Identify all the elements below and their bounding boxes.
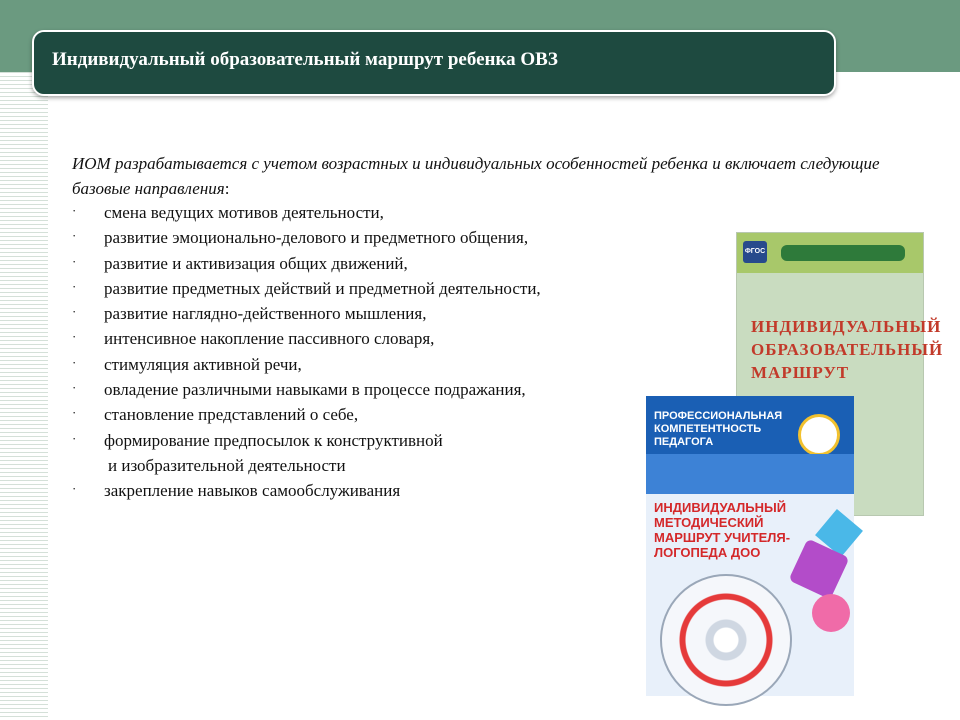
list-item bbox=[72, 276, 541, 301]
book2-header-text: ПРОФЕССИОНАЛЬНАЯ КОМПЕТЕНТНОСТЬ ПЕДАГОГА bbox=[654, 410, 783, 448]
cd-disc-icon bbox=[660, 574, 792, 706]
left-stripe-decoration bbox=[0, 72, 48, 720]
list-item bbox=[72, 377, 541, 402]
book-cover-title: ИНДИВИДУАЛЬНЫЙ ОБРАЗОВАТЕЛЬНЫЙ МАРШРУТ bbox=[751, 317, 944, 382]
list-item-text: овладение различными навыками в процессе подражания, bbox=[104, 380, 526, 400]
bullet-icon: · bbox=[72, 405, 77, 421]
list-item bbox=[72, 428, 541, 479]
book-series-label bbox=[781, 245, 905, 261]
book2-emblem-icon bbox=[798, 414, 840, 456]
bullet-icon: · bbox=[72, 278, 77, 294]
list-item-text: стимуляция активной речи, bbox=[104, 354, 302, 374]
bullet-icon: · bbox=[72, 380, 77, 396]
list-item-text: развитие наглядно-действенного мышления, bbox=[104, 304, 427, 324]
intro-paragraph bbox=[72, 151, 922, 201]
list-item-text: интенсивное накопление пассивного словаря, bbox=[104, 329, 435, 349]
bullet-icon: · bbox=[72, 253, 77, 269]
slide-title: Индивидуальный образовательный маршрут ребенка ОВЗ bbox=[52, 49, 558, 70]
list-item-text: развитие эмоционально-делового и предметного общения, bbox=[104, 228, 529, 248]
bullet-icon: · bbox=[72, 354, 77, 370]
bullet-icon: · bbox=[72, 228, 77, 244]
bullet-icon: · bbox=[72, 203, 77, 218]
list-item-text: закрепление навыков самообслуживания bbox=[104, 481, 401, 501]
bullet-icon: · bbox=[72, 430, 77, 446]
list-item bbox=[72, 301, 541, 326]
list-item-text: развитие и активизация общих движений, bbox=[104, 253, 408, 273]
fgos-logo-icon: ФГОС bbox=[743, 241, 767, 263]
bullet-icon: · bbox=[72, 304, 77, 320]
list-item bbox=[72, 225, 541, 250]
directions-list bbox=[72, 200, 541, 504]
list-item bbox=[72, 326, 541, 351]
list-item-text: становление представлений о себе, bbox=[104, 405, 359, 425]
list-item bbox=[72, 352, 541, 377]
intro-colon: : bbox=[224, 179, 230, 198]
intro-text: ИОМ разрабатывается с учетом возрастных и индивидуальных особенностей ребенка и включает следующие базовые направления bbox=[72, 154, 880, 198]
list-item bbox=[72, 402, 541, 427]
book2-title: ИНДИВИДУАЛЬНЫЙ МЕТОДИЧЕСКИЙ МАРШРУТ УЧИТЕЛЯ-ЛОГОПЕДА ДОО bbox=[654, 500, 791, 560]
list-item-text: формирование предпосылок к конструктивной bbox=[104, 430, 443, 450]
list-item bbox=[72, 251, 541, 276]
list-item bbox=[72, 478, 541, 503]
book-cover-image-2 bbox=[646, 396, 854, 696]
list-item bbox=[72, 200, 541, 225]
bullet-icon: · bbox=[72, 481, 77, 497]
book2-mid-band bbox=[646, 454, 854, 494]
list-item-continuation: и изобразительной деятельности bbox=[108, 455, 346, 475]
list-item-text: смена ведущих мотивов деятельности, bbox=[104, 203, 384, 222]
list-item-text: развитие предметных действий и предметной деятельности, bbox=[104, 278, 541, 298]
bullet-icon: · bbox=[72, 329, 77, 345]
decorative-shape-icon bbox=[812, 594, 850, 632]
